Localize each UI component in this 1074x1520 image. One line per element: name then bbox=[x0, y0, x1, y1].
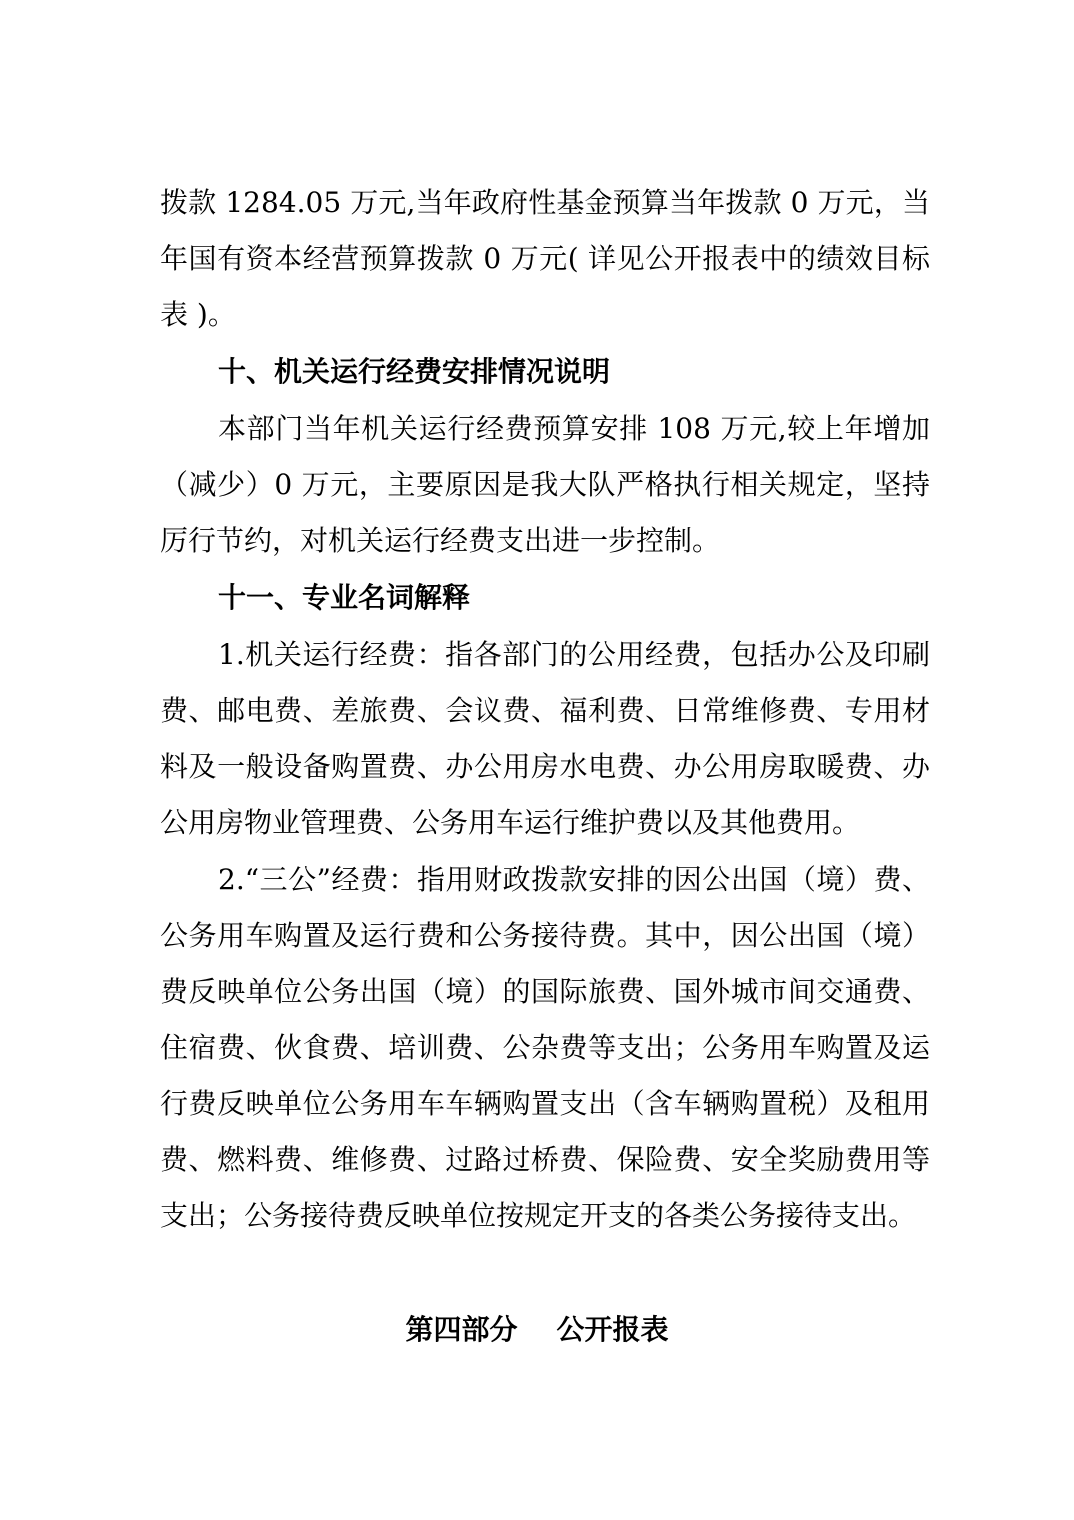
paragraph-line: 拨款 1284.05 万元,当年政府性基金预算当年拨款 0 万元，当 bbox=[160, 186, 930, 219]
paragraph-line: 支出；公务接待费反映单位按规定开支的各类公务接待支出。 bbox=[160, 1199, 917, 1232]
paragraph-line: 费、邮电费、差旅费、会议费、福利费、日常维修费、专用材 bbox=[160, 694, 930, 727]
paragraph-line: 料及一般设备购置费、办公用房水电费、办公用房取暖费、办 bbox=[160, 750, 930, 783]
paragraph-line: （减少）0 万元，主要原因是我大队严格执行相关规定，坚持 bbox=[160, 468, 930, 501]
paragraph-line: 1.机关运行经费：指各部门的公用经费，包括办公及印刷 bbox=[218, 638, 930, 671]
paragraph-line: 本部门当年机关运行经费预算安排 108 万元,较上年增加 bbox=[218, 412, 930, 445]
part-title: 第四部分 公开报表 bbox=[405, 1313, 669, 1346]
paragraph-line: 费、燃料费、维修费、过路过桥费、保险费、安全奖励费用等 bbox=[160, 1143, 930, 1176]
paragraph-line: 住宿费、伙食费、培训费、公杂费等支出；公务用车购置及运 bbox=[160, 1031, 930, 1064]
paragraph-line: 公务用车购置及运行费和公务接待费。其中，因公出国（境） bbox=[160, 919, 930, 952]
section-heading: 十、机关运行经费安排情况说明 bbox=[218, 355, 611, 388]
paragraph-line: 行费反映单位公务用车车辆购置支出（含车辆购置税）及租用 bbox=[160, 1087, 930, 1120]
paragraph-line: 表 )。 bbox=[160, 298, 236, 331]
paragraph-line: 年国有资本经营预算拨款 0 万元( 详见公开报表中的绩效目标 bbox=[160, 242, 930, 275]
paragraph-line: 厉行节约，对机关运行经费支出进一步控制。 bbox=[160, 524, 721, 557]
paragraph-line: 2.“三公”经费：指用财政拨款安排的因公出国（境）费、 bbox=[218, 863, 930, 896]
paragraph-line: 公用房物业管理费、公务用车运行维护费以及其他费用。 bbox=[160, 806, 861, 839]
section-heading: 十一、专业名词解释 bbox=[218, 581, 471, 614]
paragraph-line: 费反映单位公务出国（境）的国际旅费、国外城市间交通费、 bbox=[160, 975, 930, 1008]
